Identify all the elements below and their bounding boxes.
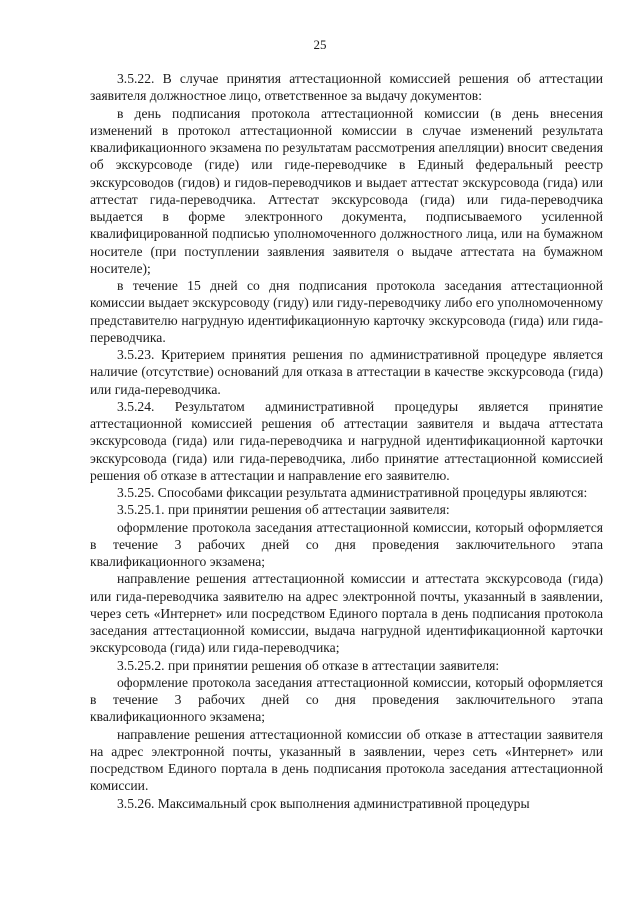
paragraph-decision-send-refusal: направление решения аттестационной комиссии об отказе в аттестации заявителя на адрес электронной почты, указанный в заявлении, через сеть «Интернет» или посредством Единого портала в день подписания протокола заседания аттестационной комиссии. (90, 726, 603, 794)
paragraph-3-5-25-2: 3.5.25.2. при принятии решения об отказе в аттестации заявителя: (117, 657, 500, 673)
paragraph-3-5-25: 3.5.25. Способами фиксации результата административной процедуры являются: (117, 485, 588, 500)
paragraph-3-5-22: 3.5.22. В случае принятия аттестационной комиссией решения об аттестации заявителя должностное лицо, ответственное за выдачу документов: (90, 71, 603, 104)
paragraph-3-5-25-1: 3.5.25.1. при принятии решения об аттестации заявителя: (117, 502, 450, 518)
paragraph-3-5-26: 3.5.26. Максимальный срок выполнения административной процедуры (117, 795, 530, 811)
paragraph-registry-entry: в день подписания протокола аттестационной комиссии (в день внесения изменений в протокол аттестационной комиссии в случае изменений результата квалификационного экзамена по результатам рассмотрения апелляции) вносит сведения об экскурсоводе (гиде) или гиде-переводчике в Единый федеральный реестр экскурсоводов (гидов) и гидов-переводчиков и выдает аттестат экскурсовода (гида) или аттестат гида-переводчика. Аттестат экскурсовода (гида) или гида-переводчика выдается в форме электронного документа, подписываемого усиленной квалифицированной подписью уполномоченного должностного лица, или на бумажном носителе (при поступлении заявления заявителя о выдаче аттестата на бумажном носителе); (90, 105, 603, 276)
paragraph-protocol-approval: оформление протокола заседания аттестационной комиссии, который оформляется в течение 3 рабочих дней со дня проведения заключительного этапа квалификационного экзамена; (90, 519, 603, 569)
page-number: 25 (313, 37, 327, 52)
paragraph-3-5-23: 3.5.23. Критерием принятия решения по административной процедуре является наличие (отсутствие) оснований для отказа в аттестации в качестве экскурсовода (гида) или гида-переводчика. (90, 347, 603, 397)
paragraph-badge-issue: в течение 15 дней со дня подписания протокола заседания аттестационной комиссии выдает экскурсоводу (гиду) или гиду-переводчику либо его уполномоченному представителю нагрудную идентификационную карточку экскурсовода (гида) или гида-переводчика. (90, 278, 603, 345)
paragraph-3-5-24: 3.5.24. Результатом административной процедуры является принятие аттестационной комиссией решения об аттестации заявителя и выдача аттестата экскурсовода (гида) или гида-переводчика и нагрудной идентификационной карточки экскурсовода (гида) или гида-переводчика, либо принятие аттестационной комиссией решения об отказе в аттестации и направление его заявителю. (90, 398, 603, 483)
document-body (90, 70, 603, 812)
paragraph-protocol-refusal: оформление протокола заседания аттестационной комиссии, который оформляется в течение 3 рабочих дней со дня проведения заключительного этапа квалификационного экзамена; (90, 674, 603, 725)
paragraph-decision-send-approval: направление решения аттестационной комиссии и аттестата экскурсовода (гида) или гида-переводчика заявителю на адрес электронной почты, указанный в заявлении, через сеть «Интернет» или посредством Единого портала в день подписания протокола заседания аттестационной комиссии, выдача нагрудной идентификационной карточки экскурсовода (гида) или гида-переводчика; (90, 571, 603, 656)
